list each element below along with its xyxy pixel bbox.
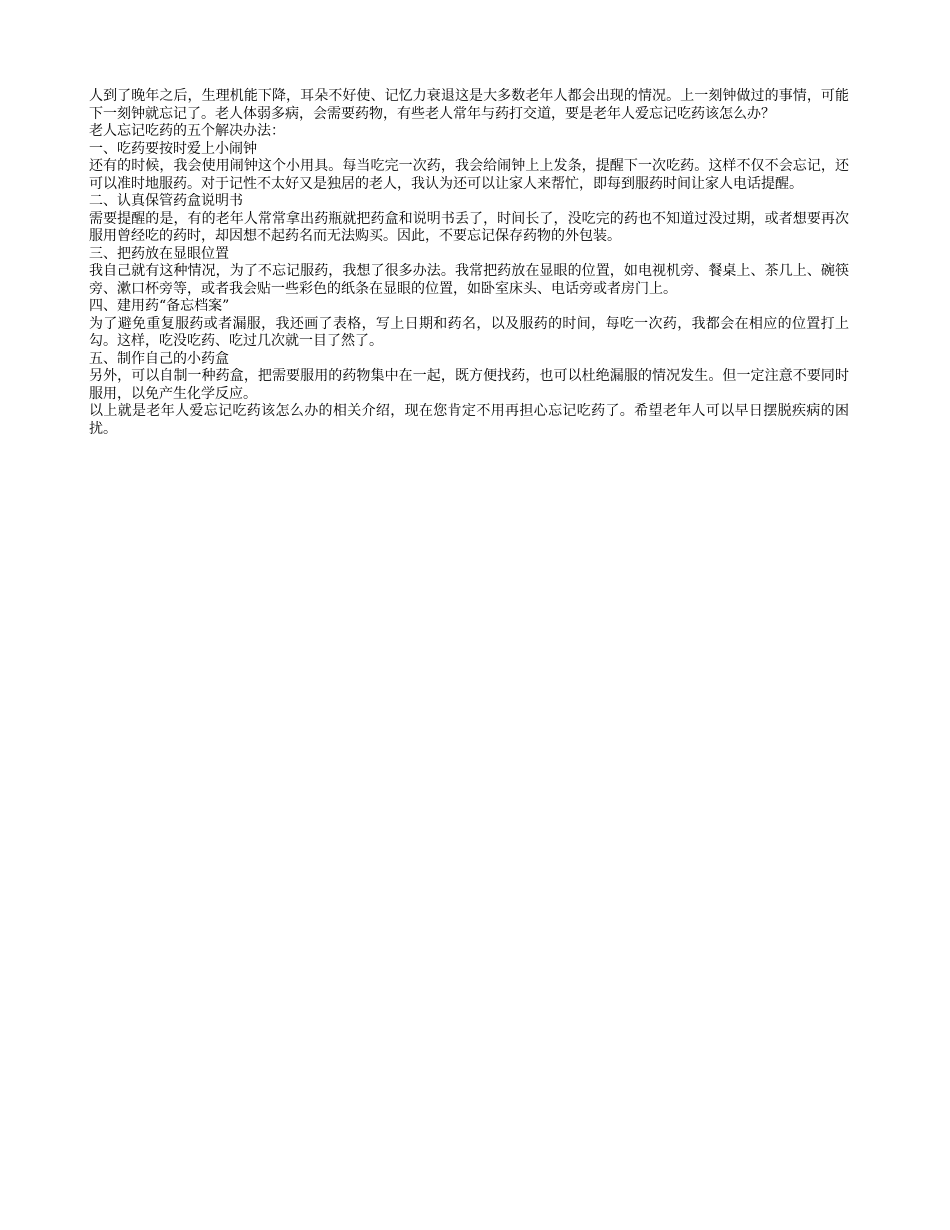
article-body (89, 88, 849, 438)
section-heading-1: 一、吃药要按时爱上小闹钟 (89, 140, 257, 157)
section-body-4: 为了避免重复服药或者漏服，我还画了表格，写上日期和药名，以及服药的时间，每吃一次药，我都会在相应的位置打上勾。这样，吃没吃药、吃过几次就一目了然了。 (89, 315, 849, 349)
intro-paragraph: 人到了晚年之后，生理机能下降，耳朵不好使、记忆力衰退这是大多数老年人都会出现的情况。上一刻钟做过的事情，可能下一刻钟就忘记了。老人体弱多病，会需要药物，有些老人常年与药打交道，要是老年人爱忘记吃药该怎么办？ (89, 88, 849, 122)
section-heading-2: 二、认真保管药盒说明书 (89, 193, 243, 209)
section-heading-3: 三、把药放在显眼位置 (89, 245, 229, 262)
section-body-5: 另外，可以自制一种药盒，把需要服用的药物集中在一起，既方便找药，也可以杜绝漏服的情况发生。但一定注意不要同时服用，以免产生化学反应。 (89, 368, 849, 402)
section-body-3: 我自己就有这种情况，为了不忘记服药，我想了很多办法。我常把药放在显眼的位置，如电视机旁、餐桌上、茶几上、碗筷旁、漱口杯旁等，或者我会贴一些彩色的纸条在显眼的位置，如卧室床头、电话旁或者房门上。 (89, 263, 849, 297)
section-heading-5: 五、制作自己的小药盒 (89, 350, 229, 367)
section-heading-4: 四、建用药“备忘档案” (89, 298, 230, 314)
section-body-2: 需要提醒的是，有的老年人常常拿出药瓶就把药盒和说明书丢了，时间长了，没吃完的药也不知道过没过期，或者想要再次服用曾经吃的药时，却因想不起药名而无法购买。因此，不要忘记保存药物的外包装。 (89, 210, 849, 244)
section-body-1: 还有的时候，我会使用闹钟这个小用具。每当吃完一次药，我会给闹钟上上发条，提醒下一次吃药。这样不仅不会忘记，还可以准时地服药。对于记性不太好又是独居的老人，我认为还可以让家人来帮忙，即每到服药时间让家人电话提醒。 (89, 158, 849, 192)
lead-line: 老人忘记吃药的五个解决办法： (89, 123, 285, 139)
conclusion-paragraph: 以上就是老年人爱忘记吃药该怎么办的相关介绍，现在您肯定不用再担心忘记吃药了。希望老年人可以早日摆脱疾病的困扰。 (89, 403, 849, 437)
